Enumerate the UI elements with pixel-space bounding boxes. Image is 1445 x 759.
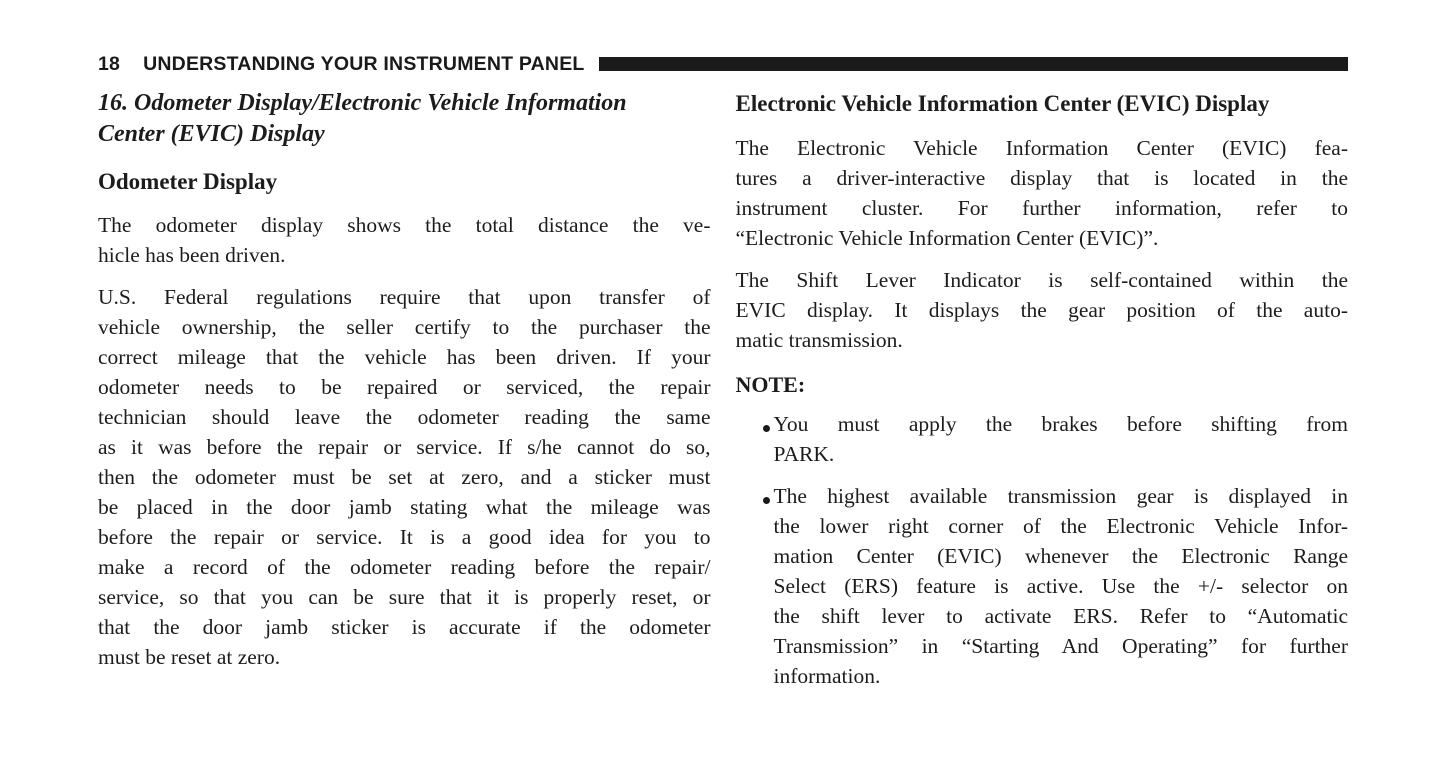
text-line: 16. Odometer Display/Electronic Vehicle Information <box>98 90 627 116</box>
text-line: the shift lever to activate ERS. Refer to “Automatic <box>773 604 1348 628</box>
left-column <box>98 88 711 691</box>
text-line: before the repair or service. It is a good idea for you to <box>98 525 711 549</box>
text-line: EVIC display. It displays the gear position of the auto- <box>735 298 1348 322</box>
text-line: You must apply the brakes before shifting from <box>773 412 1348 436</box>
text-line: odometer needs to be repaired or serviced, the repair <box>98 375 711 399</box>
paragraph <box>736 133 1349 253</box>
text-line: service, so that you can be sure that it is properly reset, or <box>98 585 711 609</box>
text-line: matic transmission. <box>735 328 903 352</box>
text-line: tures a driver-interactive display that is located in the <box>735 166 1348 190</box>
header-rule-bar <box>599 57 1348 71</box>
page-number: 18 <box>98 52 121 75</box>
text-line: PARK. <box>773 442 835 466</box>
evic-display-heading: Electronic Vehicle Information Center (EVIC) Display <box>735 91 1270 116</box>
bullet-icon <box>763 497 770 504</box>
text-line: mation Center (EVIC) whenever the Electronic Range <box>773 544 1348 568</box>
text-line: The Electronic Vehicle Information Center (EVIC) fea- <box>735 136 1348 160</box>
text-line: U.S. Federal regulations require that upon transfer of <box>98 285 711 309</box>
text-line: correct mileage that the vehicle has been driven. If your <box>98 345 711 369</box>
text-line: technician should leave the odometer reading the same <box>98 405 711 429</box>
odometer-display-subheading: Odometer Display <box>98 169 278 194</box>
text-line: instrument cluster. For further information, refer to <box>735 196 1348 220</box>
bullet-text <box>774 409 1349 469</box>
text-line: Transmission” in “Starting And Operating” for further <box>773 634 1348 658</box>
running-header-title: UNDERSTANDING YOUR INSTRUMENT PANEL <box>143 52 585 75</box>
text-line: be placed in the door jamb stating what the mileage was <box>98 495 711 519</box>
text-line: as it was before the repair or service. If s/he cannot do so, <box>98 435 711 459</box>
section-heading <box>98 88 711 150</box>
note-bullet-list <box>736 409 1349 691</box>
bullet-text <box>774 481 1349 691</box>
text-line: The Shift Lever Indicator is self-contained within the <box>735 268 1348 292</box>
paragraph <box>98 210 711 270</box>
text-line: “Electronic Vehicle Information Center (EVIC)”. <box>735 226 1159 250</box>
text-line: vehicle ownership, the seller certify to the purchaser the <box>98 315 711 339</box>
bullet-icon <box>763 425 770 432</box>
text-line: Center (EVIC) Display <box>98 121 325 147</box>
text-line: The highest available transmission gear is displayed in <box>773 484 1348 508</box>
text-line: hicle has been driven. <box>98 243 286 267</box>
text-line: that the door jamb sticker is accurate if the odometer <box>98 615 711 639</box>
page-header <box>98 52 1348 76</box>
bullet-item <box>736 481 1349 691</box>
text-line: information. <box>773 664 881 688</box>
bullet-item <box>736 409 1349 469</box>
right-column <box>736 88 1349 691</box>
two-column-body <box>98 88 1348 691</box>
paragraph <box>736 265 1349 355</box>
note-label: NOTE: <box>735 372 806 397</box>
text-line: Select (ERS) feature is active. Use the +/- selector on <box>773 574 1348 598</box>
paragraph <box>98 282 711 672</box>
text-line: the lower right corner of the Electronic Vehicle Infor- <box>773 514 1348 538</box>
text-line: The odometer display shows the total distance the ve- <box>98 213 711 237</box>
text-line: then the odometer must be set at zero, and a sticker must <box>98 465 711 489</box>
text-line: must be reset at zero. <box>98 645 281 669</box>
text-line: make a record of the odometer reading before the repair/ <box>98 555 711 579</box>
